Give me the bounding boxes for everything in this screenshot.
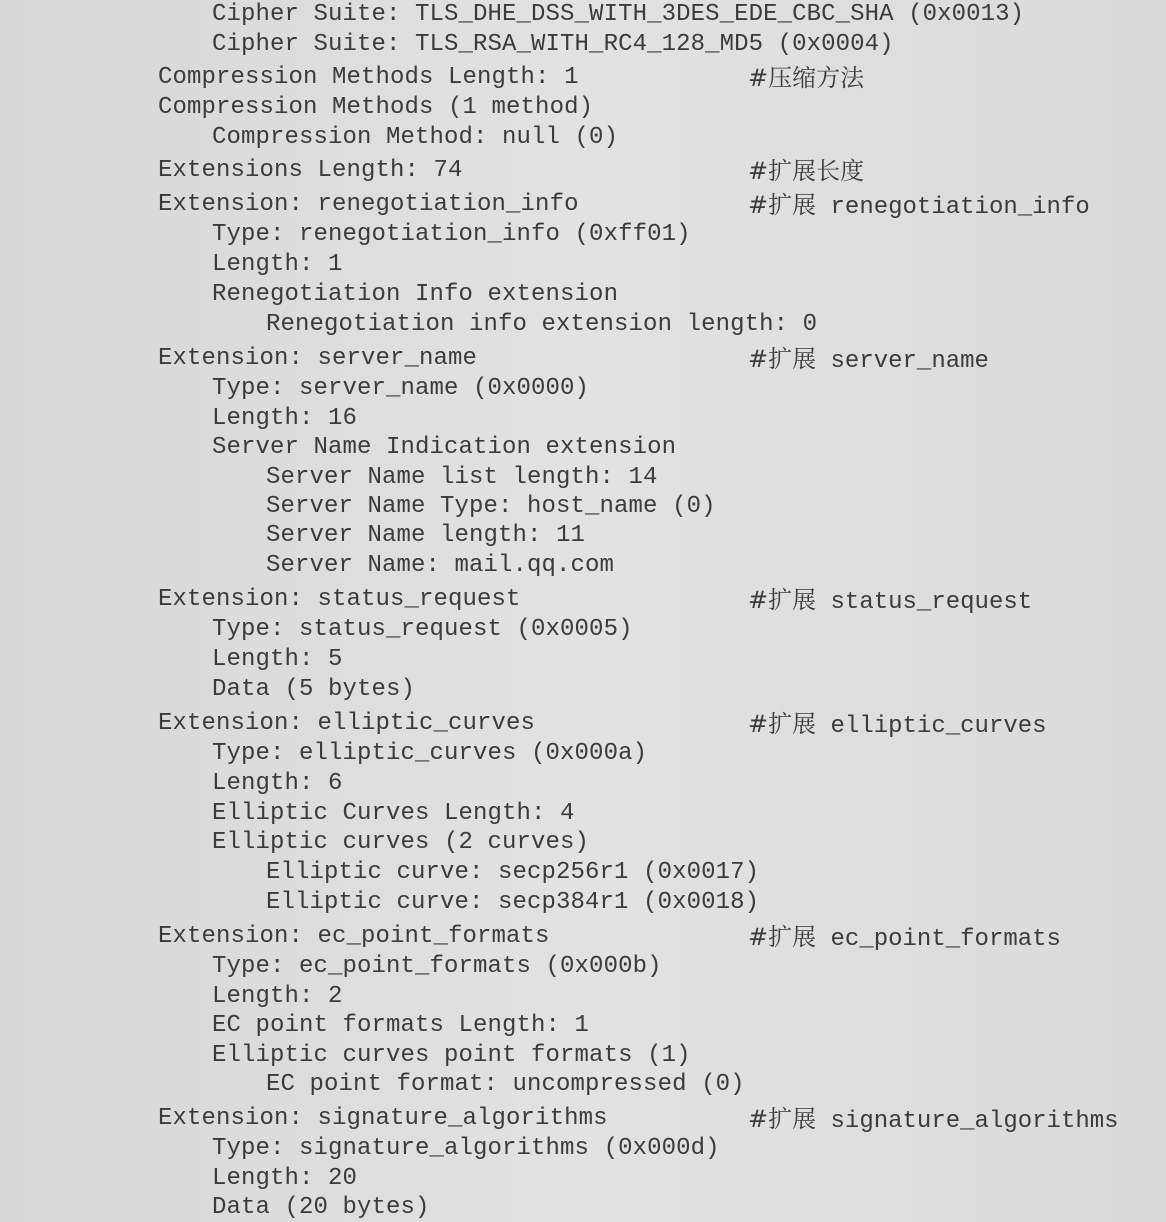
line-text: Length: 5 (212, 646, 343, 673)
comment-field-name: renegotiation_info (816, 194, 1090, 221)
comment-chinese: #扩展 (748, 923, 817, 951)
line-text: Extension: ec_point_formats (158, 923, 550, 950)
line-comment (748, 156, 864, 189)
line-text: Data (5 bytes) (212, 676, 416, 703)
line-text: Extension: signature_algorithms (158, 1105, 608, 1132)
comment-field-name: ec_point_formats (816, 926, 1061, 953)
comment-field-name: signature_algorithms (816, 1108, 1119, 1135)
line-text: Server Name length: 11 (266, 522, 586, 549)
line-text: Elliptic Curves Length: 4 (212, 800, 575, 827)
listing-line (0, 463, 1166, 493)
line-text: Renegotiation info extension length: 0 (266, 311, 818, 338)
line-text: Extension: status_request (158, 586, 521, 613)
line-text: Type: status_request (0x0005) (212, 616, 633, 643)
comment-field-name: elliptic_curves (816, 713, 1047, 740)
line-comment (748, 190, 1090, 223)
line-text: Server Name: mail.qq.com (266, 552, 615, 579)
line-text: Extension: renegotiation_info (158, 191, 579, 218)
listing-line (0, 1104, 1166, 1134)
listing-line (0, 492, 1166, 522)
line-text: Extension: server_name (158, 345, 478, 372)
listing-line (0, 922, 1166, 952)
listing-line (0, 220, 1166, 250)
listing-line (0, 433, 1166, 463)
line-comment (748, 63, 864, 96)
listing-line (0, 1134, 1166, 1164)
listing-line (0, 280, 1166, 310)
line-text: Cipher Suite: TLS_DHE_DSS_WITH_3DES_EDE_CBC_SHA (0x0013) (212, 1, 1025, 28)
line-comment (748, 922, 1061, 955)
listing-line (0, 888, 1166, 918)
listing-line (0, 1164, 1166, 1194)
comment-field-name: status_request (816, 589, 1033, 616)
listing-line (0, 63, 1166, 93)
listing-line (0, 769, 1166, 799)
line-text: Type: server_name (0x0000) (212, 375, 590, 402)
line-text: Length: 2 (212, 983, 343, 1010)
listing-line (0, 645, 1166, 675)
listing-line (0, 156, 1166, 186)
line-text: Elliptic curves point formats (1) (212, 1042, 691, 1069)
listing-line (0, 615, 1166, 645)
line-text: Elliptic curve: secp384r1 (0x0018) (266, 889, 760, 916)
line-text: EC point format: uncompressed (0) (266, 1071, 745, 1098)
listing-line (0, 1041, 1166, 1071)
line-text: Length: 6 (212, 770, 343, 797)
comment-chinese: #扩展 (748, 345, 817, 373)
listing-line (0, 585, 1166, 615)
listing-line (0, 858, 1166, 888)
line-text: Server Name Indication extension (212, 434, 677, 461)
line-text: Cipher Suite: TLS_RSA_WITH_RC4_128_MD5 (0x0004) (212, 31, 894, 58)
comment-chinese: #扩展 (748, 586, 817, 614)
comment-chinese: #扩展 (748, 710, 817, 738)
line-comment (748, 344, 989, 377)
listing-line (0, 344, 1166, 374)
listing-line (0, 123, 1166, 153)
listing-line (0, 551, 1166, 581)
listing-line (0, 310, 1166, 340)
line-text: Length: 16 (212, 405, 358, 432)
listing-line (0, 374, 1166, 404)
listing-line (0, 1011, 1166, 1041)
comment-chinese: #扩展 (748, 191, 817, 219)
listing-line (0, 982, 1166, 1012)
listing-line (0, 0, 1166, 30)
line-text: Elliptic curve: secp256r1 (0x0017) (266, 859, 760, 886)
line-comment (748, 585, 1032, 618)
listing-line (0, 404, 1166, 434)
listing-line (0, 190, 1166, 220)
listing-line (0, 675, 1166, 705)
line-text: Renegotiation Info extension (212, 281, 619, 308)
listing-line (0, 1193, 1166, 1222)
line-text: Extensions Length: 74 (158, 157, 463, 184)
line-comment (748, 709, 1047, 742)
comment-chinese: #扩展 (748, 1105, 817, 1133)
line-text: Server Name Type: host_name (0) (266, 493, 716, 520)
listing-line (0, 30, 1166, 60)
listing-line (0, 1070, 1166, 1100)
line-text: Compression Methods Length: 1 (158, 64, 579, 91)
listing-line (0, 799, 1166, 829)
line-comment (748, 1104, 1119, 1137)
line-text: Length: 20 (212, 1165, 358, 1192)
line-text: Type: signature_algorithms (0x000d) (212, 1135, 720, 1162)
line-text: EC point formats Length: 1 (212, 1012, 590, 1039)
line-text: Type: elliptic_curves (0x000a) (212, 740, 648, 767)
comment-field-name: server_name (816, 348, 989, 375)
line-text: Compression Methods (1 method) (158, 94, 594, 121)
comment-chinese: #扩展长度 (748, 157, 865, 185)
line-text: Type: renegotiation_info (0xff01) (212, 221, 691, 248)
line-text: Type: ec_point_formats (0x000b) (212, 953, 662, 980)
line-text: Elliptic curves (2 curves) (212, 829, 590, 856)
line-text: Data (20 bytes) (212, 1194, 430, 1221)
line-text: Server Name list length: 14 (266, 464, 658, 491)
listing-line (0, 739, 1166, 769)
line-text: Extension: elliptic_curves (158, 710, 536, 737)
line-text: Compression Method: null (0) (212, 124, 619, 151)
listing-line (0, 250, 1166, 280)
line-text: Length: 1 (212, 251, 343, 278)
listing-line (0, 828, 1166, 858)
comment-chinese: #压缩方法 (748, 64, 865, 92)
listing-line (0, 709, 1166, 739)
listing-line (0, 952, 1166, 982)
listing-line (0, 93, 1166, 123)
listing-line (0, 521, 1166, 551)
